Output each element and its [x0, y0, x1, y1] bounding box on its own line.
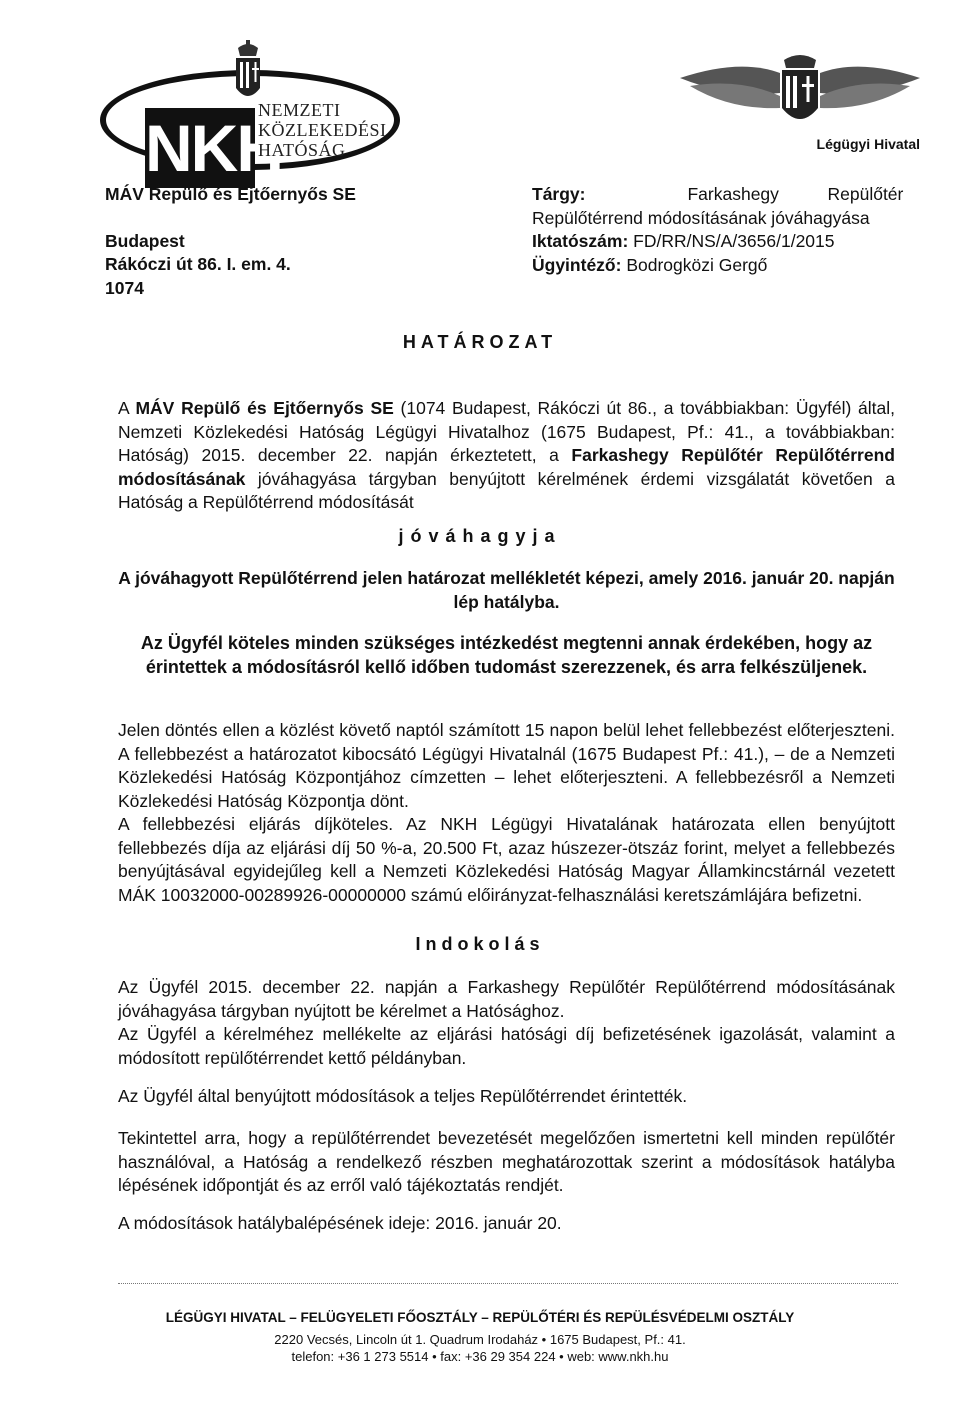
subject-label: Tárgy: [532, 184, 586, 204]
addressee-zip: 1074 [105, 277, 144, 298]
nkh-name [258, 100, 386, 160]
nkh-name-line: HATÓSÁG [258, 140, 346, 160]
nkh-name-line: NEMZETI [258, 100, 341, 120]
intro-subject: Farkashegy Repülőtér Repülőtérrend módosításának [118, 445, 895, 489]
footer [0, 1309, 960, 1365]
subject-value-3: Repülőtérrend módosításának jóváhagyása [532, 207, 870, 228]
addressee-city: Budapest [105, 230, 185, 251]
file-number-value: FD/RR/NS/A/3656/1/2015 [633, 231, 835, 251]
winged-crest-icon [680, 48, 920, 138]
case-officer-value: Bodrogközi Gergő [626, 254, 768, 275]
footer-contact: telefon: +36 1 273 5514 • fax: +36 29 354 224 • web: www.nkh.hu [291, 1349, 669, 1364]
addressee-block [105, 183, 356, 300]
addressee-street: Rákóczi út 86. I. em. 4. [105, 254, 291, 274]
intro-text: (1074 Budapest, Rákóczi út 86., a továbbiakban: Ügyfél) által, Nemzeti Közlekedési Hatóság Légügyi Hivatalhoz (1675 Budapest, Pf.: 41., a továbbiakban: Hatóság) 2015. december 22. napján érkeztetett, a [118, 398, 896, 465]
legugyi-logo [680, 48, 920, 158]
nkh-logo [100, 40, 410, 185]
legugyi-caption: Légügyi Hivatal [816, 136, 920, 152]
nkh-name-line: KÖZLEKEDÉSI [258, 120, 387, 140]
case-officer-label: Ügyintéző: [532, 254, 622, 275]
subject-value-2: Repülőtér [827, 184, 904, 204]
footer-title: LÉGÜGYI HIVATAL – FELÜGYELETI FŐOSZTÁLY – REPÜLŐTÉRI ÉS REPÜLÉSVÉDELMI OSZTÁLY [165, 1310, 795, 1325]
reasoning-paragraph [118, 976, 895, 1070]
reasoning-paragraph: Tekintettel arra, hogy a repülőtérrendet bevezetését megelőzően ismertetni kell minden repülőtér használóval, a Hatóság a rendelkező részben meghatározottak szerint a módosítások hatályba lépésének időpontját és az erről való tájékoztatás rendjét. [118, 1128, 895, 1195]
intro-paragraph [118, 397, 895, 515]
reasoning-text: Az Ügyfél 2015. december 22. napján a Farkashegy Repülőtér Repülőtérrend módosításának jóváhagyása tárgyban nyújtott be kérelmet a Hatósághoz. [118, 977, 895, 1021]
approve-word: jóváhagyja [398, 526, 562, 546]
file-number-label: Iktatószám: [532, 231, 629, 251]
document-title: HATÁROZAT [402, 332, 558, 352]
intro-org: MÁV Repülő és Ejtőernyős SE [135, 398, 394, 418]
subject-value-1: Farkashegy [687, 184, 779, 204]
addressee-org: MÁV Repülő és Ejtőernyős SE [105, 184, 356, 204]
decision-effective: A jóváhagyott Repülőtérrend jelen határozat mellékletét képezi, amely 2016. január 20. napján lép hatályba. [118, 568, 895, 612]
reasoning-text: Az Ügyfél a kérelméhez mellékelte az eljárási hatósági díj befizetésének igazolását, valamint a módosított repülőtérrendet kettő példányban. [118, 1024, 895, 1068]
intro-text: jóváhagyása tárgyban benyújtott kérelmének érdemi vizsgálatát követően a Hatóság a Repülőtérrend módosítását [118, 468, 895, 512]
reasoning-paragraph: A módosítások hatálybalépésének ideje: 2016. január 20. [118, 1213, 562, 1233]
reasoning-title: Indokolás [415, 934, 545, 954]
reasoning-paragraph: Az Ügyfél által benyújtott módosítások a teljes Repülőtérrendet érintették. [118, 1086, 688, 1106]
footer-divider [118, 1283, 898, 1284]
intro-text: A [118, 398, 129, 418]
appeal-fee-text: A fellebbezési eljárás díjköteles. Az NKH Légügyi Hivatalának határozata ellen benyújtott fellebbezés díja az eljárási díj 50 %-a, 20.500 Ft, azaz húszezer-ötszáz forint, melyet a fellebbezés benyújtásával egyidejűleg kell a Nemzeti Közlekedési Hatóság Magyar Államkincstárnál vezetett MÁK 10032000-00289926-00000000 számú előirányzat-felhasználási keretszámlájára befizetni. [118, 814, 895, 905]
nkh-letters: NKH [145, 108, 255, 188]
decision-obligation: Az Ügyfél köteles minden szükséges intézkedést megtenni annak érdekében, hogy az érintettek a módosításról kellő időben tudomást szerezzenek, és arra felkészüljenek. [140, 633, 873, 677]
appeal-text: Jelen döntés ellen a közlést követő naptól számított 15 napon belül lehet fellebbezést előterjeszteni. A fellebbezést a határozatot kibocsátó Légügyi Hivatalnál (1675 Budapest Pf.: 41.), – de a Nemzeti Közlekedési Hatóság Központjához címzetten – lehet előterjeszteni. A fellebbezésről a Nemzeti Közlekedési Hatóság Központja dönt. [118, 720, 895, 811]
footer-address: 2220 Vecsés, Lincoln út 1. Quadrum Irodaház • 1675 Budapest, Pf.: 41. [274, 1332, 686, 1347]
subject-block [532, 183, 912, 277]
appeal-paragraph [118, 719, 895, 907]
